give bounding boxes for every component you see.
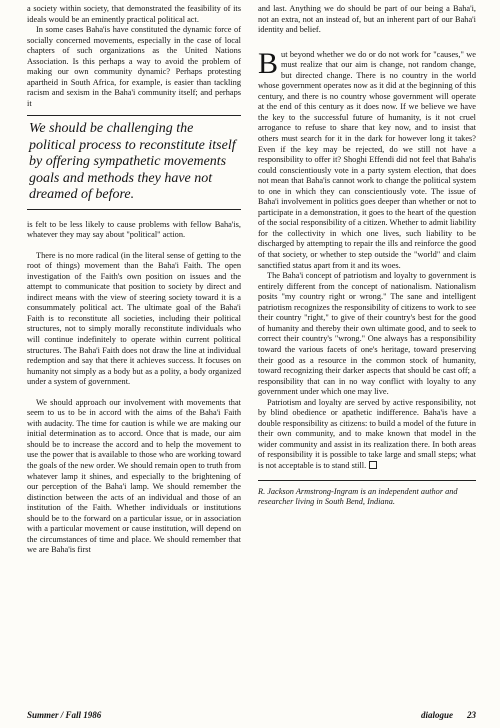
drop-cap: B (258, 46, 279, 80)
page-number: 23 (467, 710, 476, 720)
magazine-name: dialogue (420, 710, 453, 720)
paragraph-text: Patriotism and loyalty are served by active responsibility, not by blind obedience or apathetic indifference. Baha'is have a double responsibility as citizens: to build a model of the future in their own community, and to make known that model in the wider community and assist in its realization there. In both areas of responsibility it is possible to take large and small steps; what is not acceptable is to stand still. (258, 397, 476, 470)
author-bio: R. Jackson Armstrong-Ingram is an independent author and researcher living in South Bend, Indiana. (258, 480, 476, 508)
paragraph-with-drop-cap (258, 46, 476, 271)
footer-issue: Summer / Fall 1986 (27, 710, 102, 720)
paragraph: a society within society, that demonstrated the feasibility of its ideals would be an eminently practical political act. (27, 4, 241, 24)
paragraph-text: ut beyond whether we do or do not work for "causes," we must realize that our aim is change, not random change, but directed change. There is no country in the world whose government operates now as it did at the beginning of this century, and there is no country whose government will operate at the end of this century as it does now. If we believe we have the key to the successful future of humanity, is it not cruel arrogance to refuse to share that key now, and to insist that others must search for it in the dark for however long it takes? Even if the key may be rejected, do we still not have a responsibility to offer it? Shoghi Effendi did not feel that Baha'is could conscientiously vote in a party system election, that does not mean that Baha'is cannot work to change the political system to one in which they can conscientiously vote. The issue of Baha'i involvement in politics goes deeper than whether or not to participate in a demonstration, it goes to the heart of the question of the social responsibility of a citizen. Whether to admit liability for the collectivity in which one lives, such liability to be discharged by attempting to repair the ills and reinforce the good of that society, or whether to step outside the "world" and claim sanctified status apart from it and its woes. (258, 49, 476, 270)
paragraph: There is no more radical (in the literal sense of getting to the root of things) movement than the Baha'i Faith. The open investigation of the Faith's own position on issues and the attempt to communicate that position to society by direct and indirect means with the view of steering society toward it is a consummately political act. The ultimate goal of the Baha'i Faith is to reconstitute all societies, including their political structures, not to simply morally reconstitute individuals who will continue indefinitely to operate within current political structures. The Baha'i Faith does not draw the line at individual redemption and say that there it achieves success. It focuses on humanity not simply as a body but as a polity, a body organized under a system of government. (27, 250, 241, 387)
left-column (27, 4, 241, 556)
pull-quote: We should be challenging the political process to reconstitute itself by offering sympathetic movements goals and methods they have not dreamed of before. (27, 115, 241, 209)
paragraph (258, 398, 476, 472)
paragraph: The Baha'i concept of patriotism and loyalty to government is entirely different from the concept of nationalism. Nationalism posits "my country right or wrong." The sane and intelligent patriotism recognizes the responsibility of citizens to work to see their country "right," to give of their country's best for the good of humanity and thereby their own ultimate good, and to seek to correct their country's "wrong." One always has a responsibility toward the various facets of one's heritage, toward preserving their good as a resource in the common stock of humanity, toward recognizing their darker aspects that should be cast off; a responsibility that can in no way conflict with loyalty to any government under which one may live. (258, 271, 476, 397)
paragraph: In some cases Baha'is have constituted the dynamic force of socially concerned movements, especially in the case of local chapters of such organizations as the United Nations Association. Is this perhaps a way to avoid the problem of making our own community dynamic? Perhaps protesting apartheid in South Africa, for example, is easier than tackling racism and sexism in the Baha'i community itself; and perhaps it (27, 25, 241, 108)
footer-magazine (421, 710, 476, 720)
paragraph: is felt to be less likely to cause problems with fellow Baha'is, whatever they may say about "political" action. (27, 219, 241, 240)
paragraph: and last. Anything we do should be part of our being a Baha'i, not an extra, not an instead of, but an inherent part of our Baha'i identity and belief. (258, 4, 476, 35)
right-column (258, 4, 476, 508)
paragraph: We should approach our involvement with movements that seem to us to be in accord with the aims of the Baha'i Faith with audacity. The time for caution is while we are making our initial determination as to accord. Once that is made, our aim should be to increase the accord and to help the movement to use the power that is available to those who are working toward the goals of the new order. We should remain open to truth from whatever lamp it shines, and especially to the brightening of our perception of the Baha'i lamp. We should remember the distinction between the acts of an individual and those of an institution of the Faith. Whether individuals or institutions should be to the forward on a particular issue, or in association with a particular movement or cause institution, will depend on the circumstances of time and place. We should remember that we are Baha'is first (27, 397, 241, 555)
end-mark-icon (369, 461, 377, 469)
